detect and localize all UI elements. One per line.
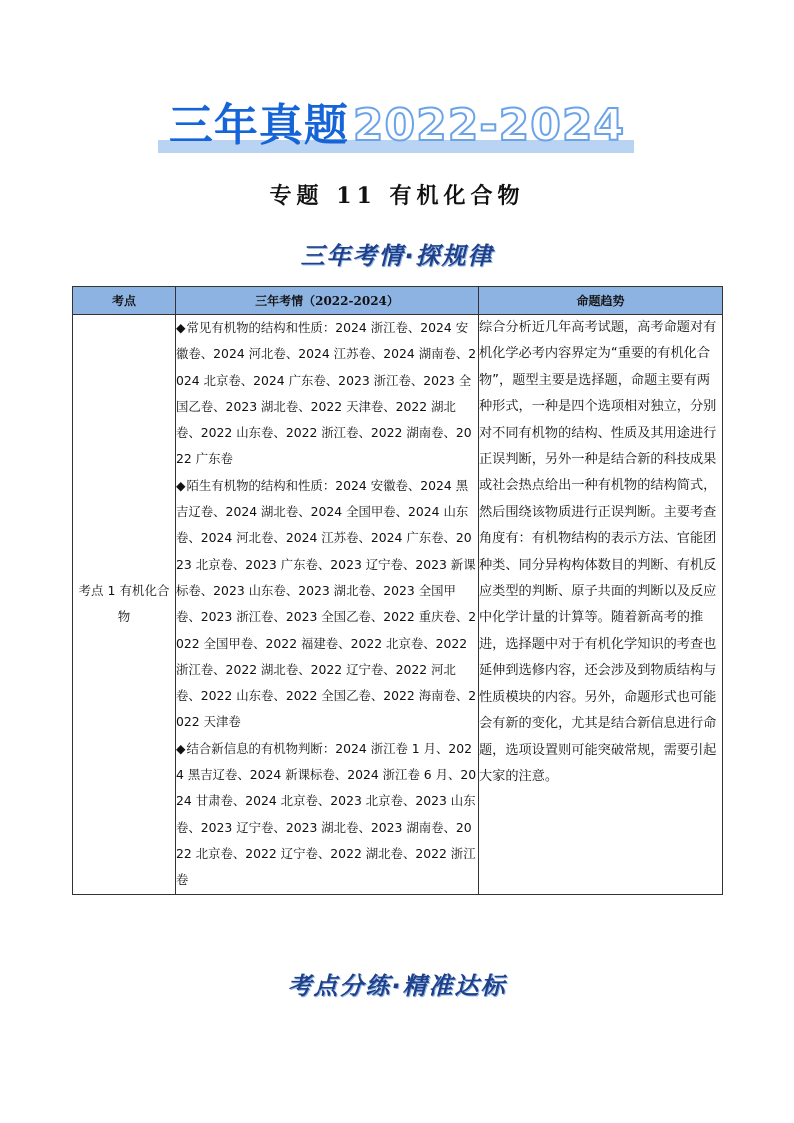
- section-heading-trends: 三年考情·探规律: [300, 242, 494, 270]
- diamond-bullet-icon: ◆: [176, 477, 186, 493]
- diamond-bullet-icon: ◆: [176, 320, 186, 335]
- history-item-text: 常见有机物的结构和性质：2024 浙江卷、2024 安徽卷、2024 河北卷、2024 江苏卷、2024 湖南卷、2024 北京卷、2024 广东卷、2023 浙江卷、2023 全国乙卷、2023 湖北卷、2022 天津卷、2022 湖北卷、2022 山东卷、2022 浙江卷、2022 湖南卷、2022 广东卷: [176, 320, 477, 467]
- table-row: [73, 315, 723, 895]
- cell-point: 考点 1 有机化合物: [73, 315, 176, 895]
- header-trend: 命题趋势: [479, 287, 723, 315]
- subject-title: 专题 11 有机化合物: [269, 183, 525, 209]
- header-point: 考点: [73, 287, 176, 315]
- cell-trend: 综合分析近几年高考试题，高考命题对有机化学必考内容界定为“重要的有机化合物”，题型主要是选择题，命题主要有两种形式，一种是四个选项相对独立，分别对不同有机物的结构、性质及其用途进行正误判断，另外一种是结合新的科技成果或社会热点给出一种有机物的结构简式，然后围绕该物质进行正误判断。主要考查角度有：有机物结构的表示方法、官能团种类、同分异构构体数目的判断、有机反应类型的判断、原子共面的判断以及反应中化学计量的计算等。随着新高考的推进，选择题中对于有机化学知识的考查也延伸到选修内容，还会涉及到物质结构与性质模块的内容。另外，命题形式也可能会有新的变化，尤其是结合新信息进行命题，选项设置则可能突破常规，需要引起大家的注意。: [479, 315, 723, 895]
- cell-history: [176, 315, 479, 895]
- diamond-bullet-icon: ◆: [176, 740, 186, 756]
- header-history: 三年考情（2022-2024）: [176, 287, 479, 315]
- history-item-text: 结合新信息的有机物判断：2024 浙江卷 1 月、2024 黑吉辽卷、2024 新课标卷、2024 浙江卷 6 月、2024 甘肃卷、2024 北京卷、2023 北京卷、2023 山东卷、2023 辽宁卷、2023 湖北卷、2023 湖南卷、2022 北京卷、2022 辽宁卷、2022 湖北卷、2022 浙江卷: [176, 740, 477, 888]
- section-heading-practice: 考点分练·精准达标: [287, 972, 507, 1000]
- banner-title: [0, 98, 794, 154]
- table-header-row: [73, 287, 723, 315]
- history-item-unfamiliar: [176, 473, 478, 736]
- history-item-new-info: [176, 736, 478, 894]
- banner-title-years: 2022-2024: [352, 100, 626, 151]
- history-item-common: [176, 315, 478, 473]
- exam-analysis-table: [72, 286, 723, 895]
- banner-title-main: 三年真题: [168, 100, 349, 151]
- history-item-text: 陌生有机物的结构和性质：2024 安徽卷、2024 黑吉辽卷、2024 湖北卷、2024 全国甲卷、2024 山东卷、2024 河北卷、2024 江苏卷、2024 广东卷、2023 北京卷、2023 广东卷、2023 辽宁卷、2023 新课标卷、2023 山东卷、2023 湖北卷、2023 全国甲卷、2023 浙江卷、2023 全国乙卷、2022 重庆卷、2022 全国甲卷、2022 福建卷、2022 北京卷、2022 浙江卷、2022 湖北卷、2022 辽宁卷、2022 河北卷、2022 山东卷、2022 全国乙卷、2022 海南卷、2022 天津卷: [176, 477, 477, 730]
